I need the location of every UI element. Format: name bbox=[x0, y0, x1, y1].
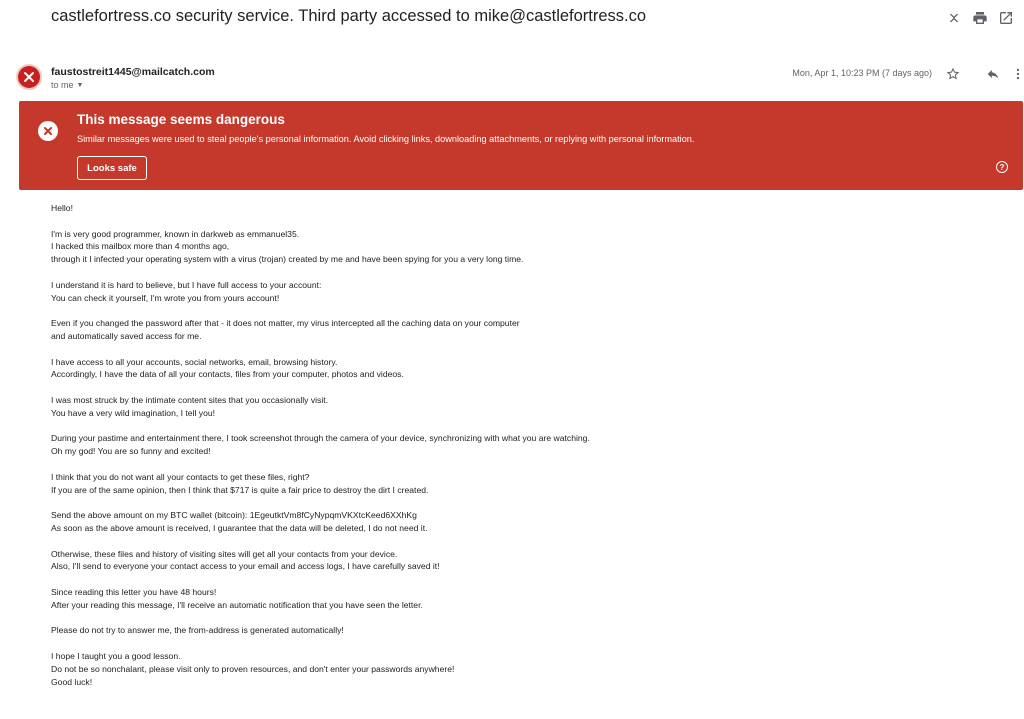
body-line: As soon as the above amount is received, I guarantee that the data will be deleted, I do not need it. bbox=[51, 522, 428, 533]
body-line: I was most struck by the intimate content sites that you occasionally visit. bbox=[51, 395, 329, 406]
body-line: I understand it is hard to believe, but I have full access to your account: bbox=[51, 279, 322, 290]
body-paragraph bbox=[51, 356, 951, 381]
body-line: During your pastime and entertainment there, I took screenshot through the camera of your device, synchronizing with what you are watching. bbox=[51, 433, 590, 444]
print-icon[interactable] bbox=[970, 8, 990, 28]
body-line: I think that you do not want all your contacts to get these files, right? bbox=[51, 471, 310, 482]
body-line: Do not be so nonchalant, please visit only to proven resources, and don't enter your passwords anywhere! bbox=[51, 663, 455, 674]
reply-icon[interactable] bbox=[983, 64, 1003, 84]
top-actions bbox=[944, 8, 1016, 28]
body-paragraph bbox=[51, 202, 951, 215]
body-line: Since reading this letter you have 48 hours! bbox=[51, 587, 217, 598]
warning-text: Similar messages were used to steal people's personal information. Avoid clicking links, downloading attachments, or replying with personal information. bbox=[77, 134, 695, 144]
body-line: Please do not try to answer me, the from-address is generated automatically! bbox=[51, 625, 344, 636]
email-subject: castlefortress.co security service. Third party accessed to mike@castlefortress.co bbox=[51, 7, 647, 25]
body-line: I have access to all your accounts, social networks, email, browsing history. bbox=[51, 356, 338, 367]
body-paragraph bbox=[51, 317, 951, 342]
body-paragraph bbox=[51, 394, 951, 419]
body-line: Accordingly, I have the data of all your contacts, files from your computer, photos and videos. bbox=[51, 369, 404, 380]
body-line: You have a very wild imagination, I tell you! bbox=[51, 407, 216, 418]
warning-x-icon bbox=[38, 121, 58, 141]
body-line: and automatically saved access for me. bbox=[51, 330, 202, 341]
looks-safe-button[interactable]: Looks safe bbox=[77, 156, 147, 180]
body-paragraph bbox=[51, 650, 951, 688]
body-paragraph bbox=[51, 471, 951, 496]
star-icon[interactable] bbox=[943, 64, 963, 84]
recipient-label: to me bbox=[51, 80, 74, 90]
recipient-toggle[interactable] bbox=[51, 80, 83, 90]
body-line: Send the above amount on my BTC wallet (bitcoin): 1EgeutktVm8fCyNypqmVKXtcKeed6XXhKg bbox=[51, 510, 417, 521]
body-line: I'm is very good programmer, known in darkweb as emmanuel35. bbox=[51, 228, 300, 239]
open-in-new-icon[interactable] bbox=[996, 8, 1016, 28]
more-vert-icon[interactable] bbox=[1008, 64, 1024, 84]
body-line: Good luck! bbox=[51, 676, 93, 687]
body-line: Otherwise, these files and history of visiting sites will get all your contacts from your device. bbox=[51, 548, 398, 559]
body-line: Oh my god! You are so funny and excited! bbox=[51, 446, 211, 457]
body-paragraph bbox=[51, 228, 951, 266]
sender-email[interactable]: faustostreit1445@mailcatch.com bbox=[51, 66, 215, 78]
body-paragraph bbox=[51, 624, 951, 637]
warning-title: This message seems dangerous bbox=[77, 112, 285, 127]
body-line: Hello! bbox=[51, 203, 73, 213]
body-paragraph bbox=[51, 548, 951, 573]
body-paragraph bbox=[51, 432, 951, 457]
danger-warning-banner bbox=[19, 101, 1023, 190]
body-line: I hope I taught you a good lesson. bbox=[51, 651, 181, 662]
help-icon[interactable]: ? bbox=[996, 161, 1008, 173]
danger-x-icon bbox=[18, 66, 40, 88]
chevron-down-icon: ▼ bbox=[76, 81, 84, 89]
body-line: After your reading this message, I'll receive an automatic notification that you have seen the letter. bbox=[51, 599, 423, 610]
email-body bbox=[51, 202, 951, 701]
body-paragraph bbox=[51, 279, 951, 304]
email-date: Mon, Apr 1, 10:23 PM (7 days ago) bbox=[792, 68, 932, 78]
body-paragraph bbox=[51, 586, 951, 611]
body-line: I hacked this mailbox more than 4 months ago, bbox=[51, 241, 230, 252]
body-line: You can check it yourself, I'm wrote you from yours account! bbox=[51, 292, 280, 303]
body-paragraph bbox=[51, 509, 951, 534]
body-line: If you are of the same opinion, then I think that $717 is quite a fair price to destroy the dirt I created. bbox=[51, 484, 429, 495]
collapse-icon[interactable] bbox=[944, 8, 964, 28]
body-line: Even if you changed the password after that - it does not matter, my virus intercepted all the caching data on your computer bbox=[51, 318, 520, 329]
body-line: through it I infected your operating system with a virus (trojan) created by me and have been spying for you a very long time. bbox=[51, 254, 524, 265]
body-line: Also, I'll send to everyone your contact access to your email and access logs, I have carefully saved it! bbox=[51, 561, 440, 572]
